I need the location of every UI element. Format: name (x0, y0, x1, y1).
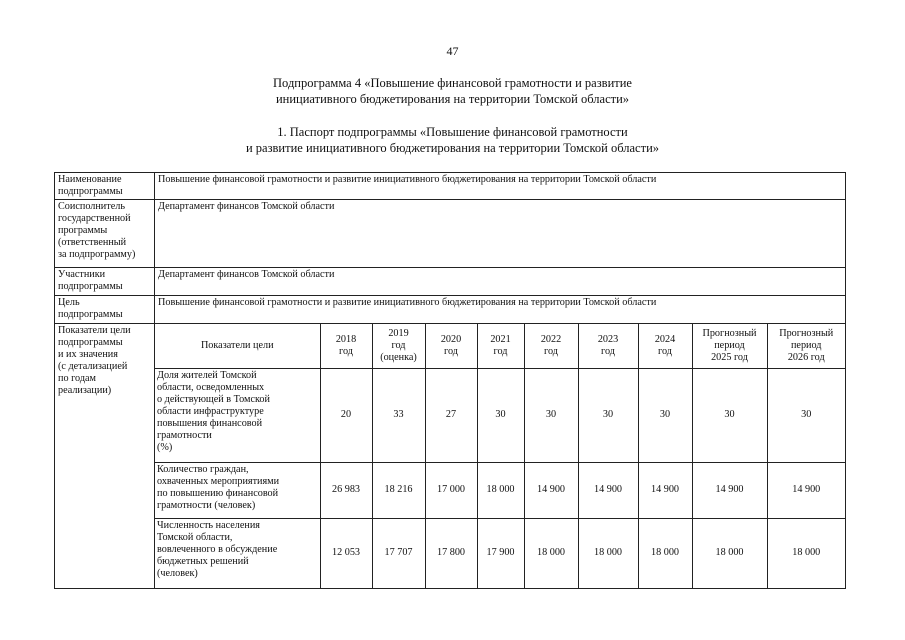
header-cell: 2018 год (320, 324, 372, 368)
indicator-value: 30 (477, 368, 524, 462)
indicator-value: 17 900 (477, 518, 524, 588)
page-number: 47 (446, 44, 459, 58)
label-line: (ответственный (58, 237, 127, 248)
indicator-value: 14 900 (692, 462, 767, 518)
header-cell: 2024 год (638, 324, 692, 368)
indicator-value: 17 800 (425, 518, 477, 588)
passport-value-goal: Повышение финансовой грамотности и развитие инициативного бюджетирования на территории Томской области (155, 296, 846, 324)
passport-value-coexecutor: Департамент финансов Томской области (155, 200, 846, 268)
indicator-row (155, 462, 845, 518)
indicator-value: 17 707 (372, 518, 425, 588)
passport-table (54, 172, 846, 589)
section-heading-line: и развитие инициативного бюджетирования на территории Томской области» (245, 141, 660, 155)
label-line: Соисполнитель (58, 201, 125, 212)
header-cell: 2023 год (578, 324, 638, 368)
indicator-value: 18 000 (477, 462, 524, 518)
passport-row-goal (55, 296, 846, 324)
passport-section-heading (0, 124, 905, 156)
indicator-value: 18 216 (372, 462, 425, 518)
header-cell: 2019 год (оценка) (372, 324, 425, 368)
indicator-value: 18 000 (578, 518, 638, 588)
label-line: подпрограммы (58, 309, 123, 320)
indicator-row (155, 368, 845, 462)
label-line: реализации) (58, 385, 112, 396)
indicator-value: 18 000 (638, 518, 692, 588)
indicator-name: Количество граждан, охваченных мероприятиями по повышению финансовой грамотности (человек) (155, 462, 320, 518)
passport-label-name (55, 173, 155, 200)
indicator-value: 14 900 (578, 462, 638, 518)
label-line: и их значения (58, 349, 118, 360)
header-cell: Показатели цели (155, 324, 320, 368)
indicator-name: Численность населения Томской области, вовлеченного в обсуждение бюджетных решений (человек) (155, 518, 320, 588)
subprogram-heading (0, 75, 905, 107)
label-line: подпрограммы (58, 186, 123, 197)
passport-row-indicators (55, 324, 846, 589)
passport-label-coexecutor (55, 200, 155, 268)
indicator-name: Доля жителей Томской области, осведомленных о действующей в Томской области инфраструктуре повышения финансовой грамотности (%) (155, 368, 320, 462)
indicator-value: 20 (320, 368, 372, 462)
indicators-table (155, 324, 845, 588)
label-line: Показатели цели (58, 325, 131, 336)
label-line: Цель (58, 297, 80, 308)
header-cell: 2022 год (524, 324, 578, 368)
passport-value-name: Повышение финансовой грамотности и развитие инициативного бюджетирования на территории Томской области (155, 173, 846, 200)
indicator-value: 14 900 (767, 462, 845, 518)
label-line: Наименование (58, 174, 122, 185)
passport-row-name (55, 173, 846, 200)
passport-label-indicators (55, 324, 155, 589)
passport-row-participants (55, 268, 846, 296)
label-line: программы (58, 225, 108, 236)
label-line: подпрограммы (58, 337, 123, 348)
indicator-value: 18 000 (767, 518, 845, 588)
indicator-value: 18 000 (692, 518, 767, 588)
indicator-value: 30 (638, 368, 692, 462)
passport-label-goal (55, 296, 155, 324)
label-line: государственной (58, 213, 131, 224)
indicator-value: 18 000 (524, 518, 578, 588)
indicator-value: 33 (372, 368, 425, 462)
indicator-value: 30 (524, 368, 578, 462)
header-cell: Прогнозный период 2025 год (692, 324, 767, 368)
passport-row-coexecutor (55, 200, 846, 268)
indicator-row (155, 518, 845, 588)
indicator-value: 30 (767, 368, 845, 462)
passport-value-participants: Департамент финансов Томской области (155, 268, 846, 296)
subprogram-heading-line: инициативного бюджетирования на территории Томской области» (275, 92, 630, 106)
indicator-value: 27 (425, 368, 477, 462)
header-cell: Прогнозный период 2026 год (767, 324, 845, 368)
indicator-value: 30 (578, 368, 638, 462)
label-line: по годам (58, 373, 96, 384)
indicator-value: 12 053 (320, 518, 372, 588)
indicator-value: 17 000 (425, 462, 477, 518)
section-heading-line: 1. Паспорт подпрограммы «Повышение финансовой грамотности (277, 125, 628, 139)
passport-label-participants (55, 268, 155, 296)
label-line: за подпрограмму) (58, 249, 136, 260)
indicator-value: 26 983 (320, 462, 372, 518)
label-line: подпрограммы (58, 281, 123, 292)
label-line: Участники (58, 269, 106, 280)
header-cell: 2021 год (477, 324, 524, 368)
indicator-value: 30 (692, 368, 767, 462)
subprogram-heading-line: Подпрограмма 4 «Повышение финансовой грамотности и развитие (273, 76, 632, 90)
label-line: (с детализацией (58, 361, 128, 372)
indicator-value: 14 900 (638, 462, 692, 518)
header-cell: 2020 год (425, 324, 477, 368)
indicators-table-container (155, 324, 846, 589)
indicator-value: 14 900 (524, 462, 578, 518)
indicators-header-row (155, 324, 845, 368)
